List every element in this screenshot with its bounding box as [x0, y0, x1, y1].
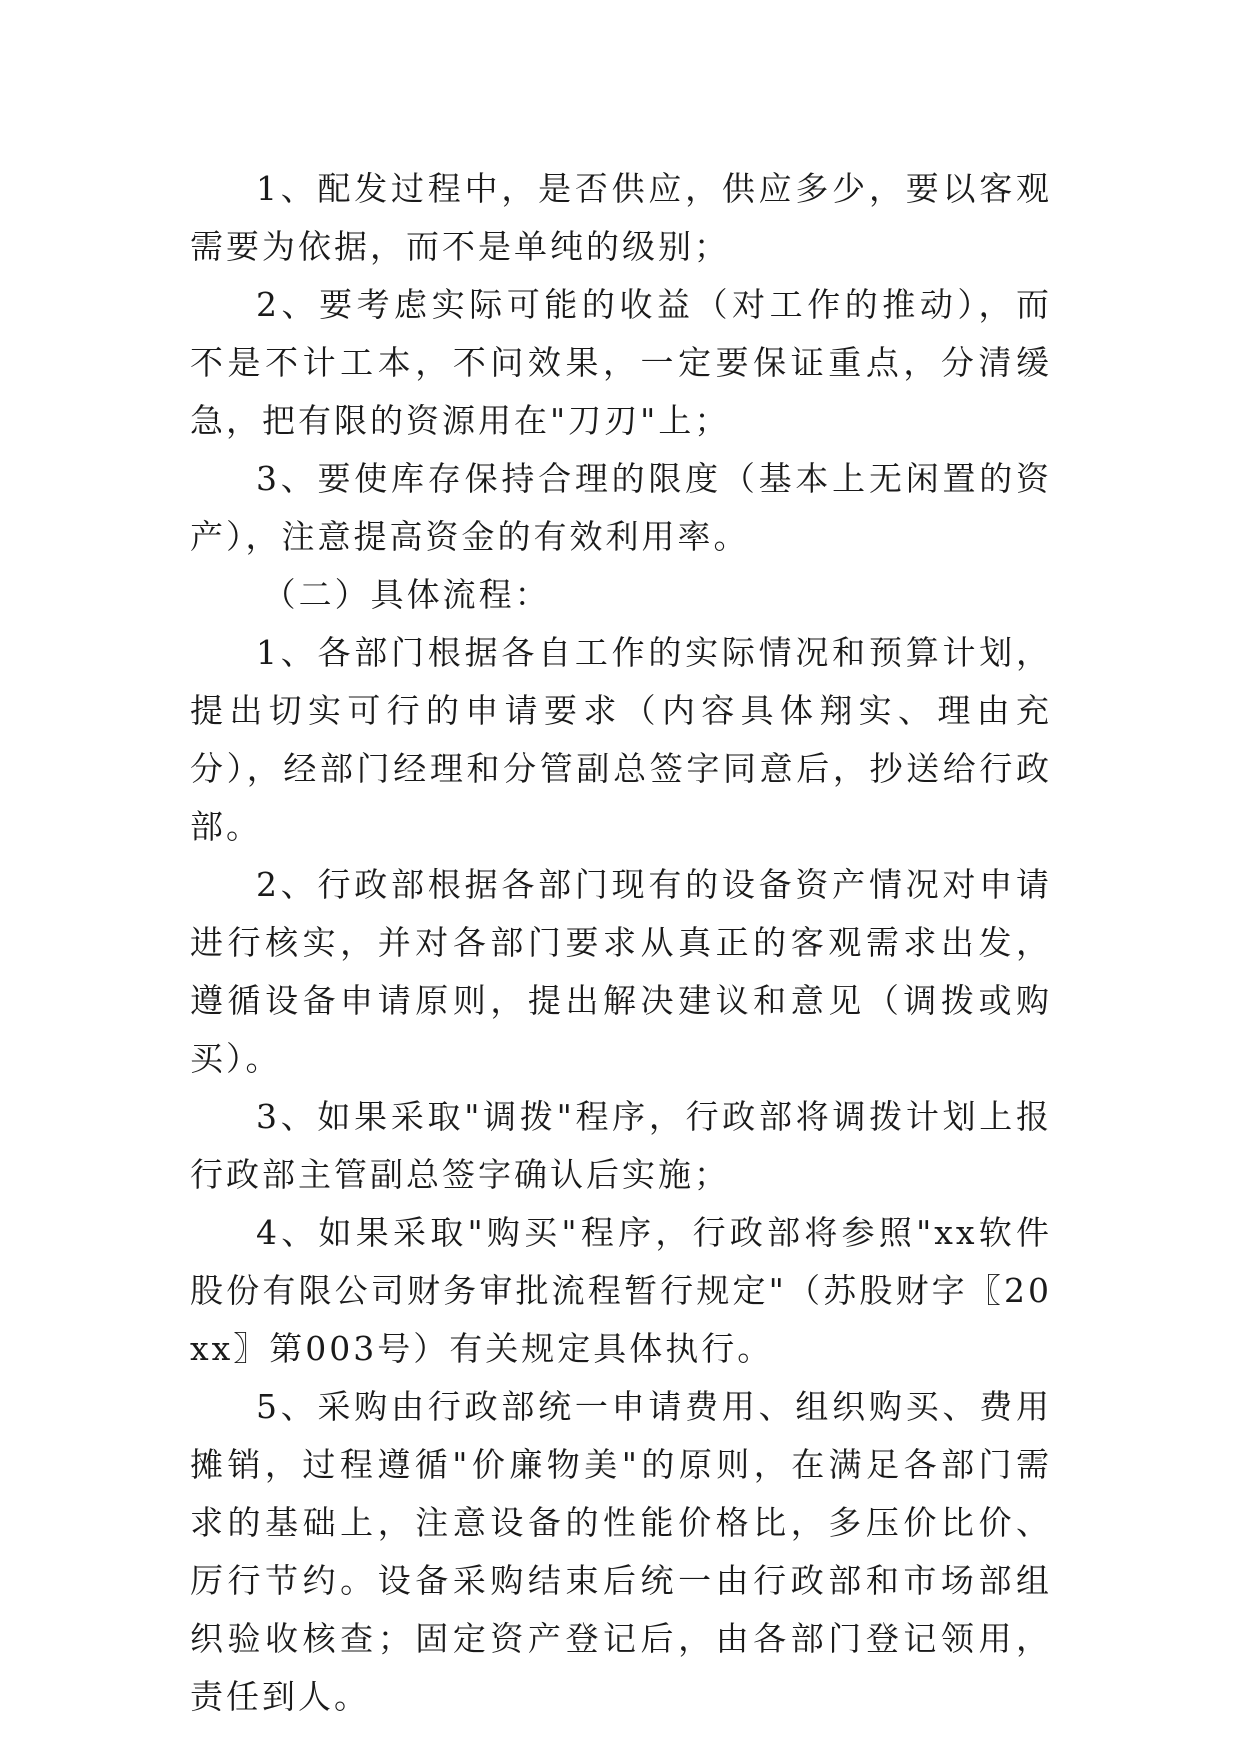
paragraph-step-5: 5、采购由行政部统一申请费用、组织购买、费用摊销，过程遵循"价廉物美"的原则，在满足各部门需求的基础上，注意设备的性能价格比，多压价比价、厉行节约。设备采购结束后统一由行政部和市场部组织验收核查；固定资产登记后，由各部门登记领用，责任到人。	[190, 1387, 1052, 1716]
paragraph-principle-2: 2、要考虑实际可能的收益（对工作的推动），而不是不计工本，不问效果，一定要保证重点，分清缓急，把有限的资源用在"刀刃"上；	[190, 285, 1052, 440]
document-body	[190, 160, 1052, 1726]
paragraph-step-4: 4、如果采取"购买"程序，行政部将参照"xx软件股份有限公司财务审批流程暂行规定"（苏股财字〖20xx〗第003号）有关规定具体执行。	[190, 1213, 1052, 1368]
paragraph-step-2: 2、行政部根据各部门现有的设备资产情况对申请进行核实，并对各部门要求从真正的客观需求出发，遵循设备申请原则，提出解决建议和意见（调拨或购买）。	[190, 865, 1052, 1078]
paragraph-step-1: 1、各部门根据各自工作的实际情况和预算计划，提出切实可行的申请要求（内容具体翔实、理由充分），经部门经理和分管副总签字同意后，抄送给行政部。	[190, 633, 1052, 846]
paragraph-principle-1: 1、配发过程中，是否供应，供应多少，要以客观需要为依据，而不是单纯的级别；	[190, 169, 1052, 266]
paragraph-principle-3: 3、要使库存保持合理的限度（基本上无闲置的资产），注意提高资金的有效利用率。	[190, 459, 1052, 556]
section-heading: （二）具体流程：	[262, 575, 551, 614]
paragraph-step-3: 3、如果采取"调拨"程序，行政部将调拨计划上报行政部主管副总签字确认后实施；	[190, 1097, 1052, 1194]
